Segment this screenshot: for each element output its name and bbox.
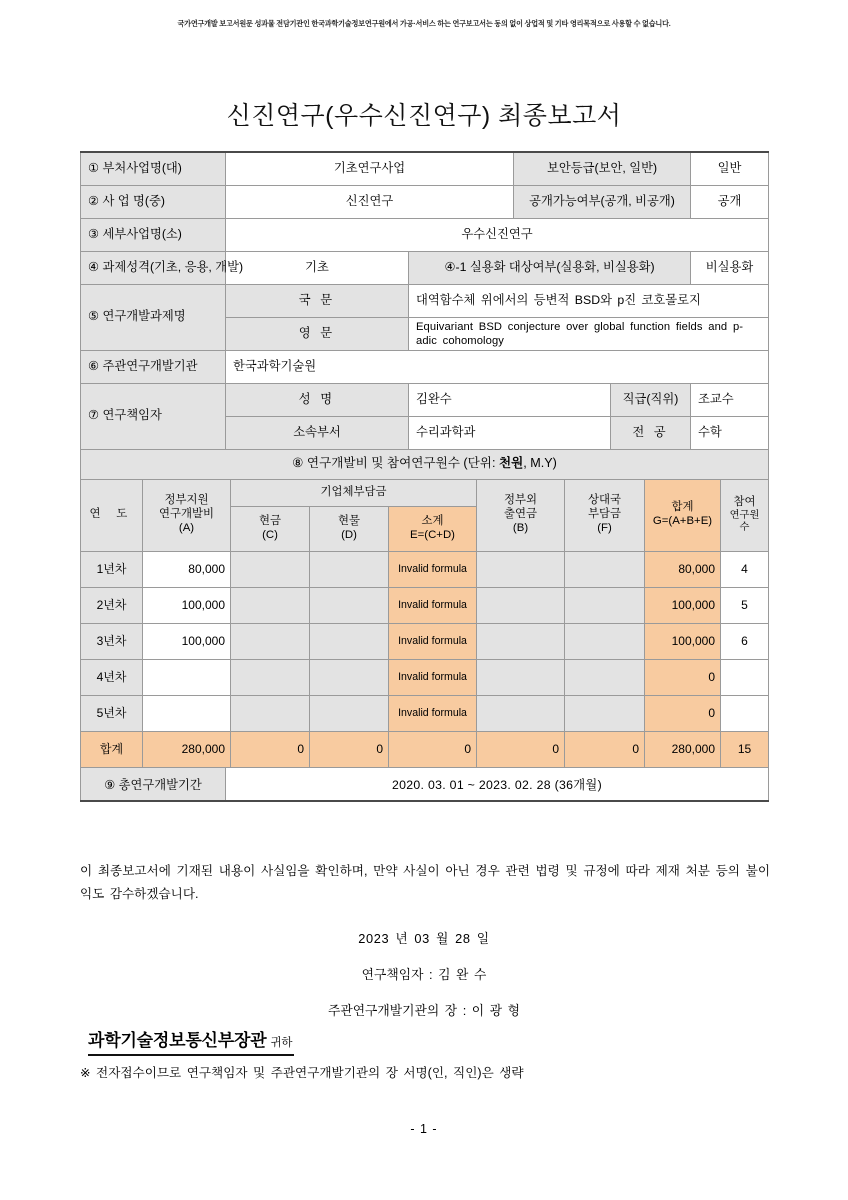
cell-government-fund: 100,000 — [143, 587, 231, 623]
cell-partner-country — [565, 659, 645, 695]
field-value-pi-name: 김완수 — [409, 383, 611, 416]
col-header-gov-fund — [143, 479, 231, 551]
cell-total-nongov-fund: 0 — [477, 731, 565, 767]
budget-data-row — [81, 659, 769, 695]
cell-grand-total: 0 — [645, 695, 721, 731]
cell-grand-total: 0 — [645, 659, 721, 695]
col-header-gov-fund-l3: (A) — [178, 521, 195, 534]
col-header-gov-fund-l2: 연구개발비 — [158, 508, 215, 521]
cell-researchers — [721, 659, 769, 695]
cell-grand-total: 100,000 — [645, 623, 721, 659]
col-header-grand-total-l2: G=(A+B+E) — [652, 515, 713, 527]
table-row — [81, 767, 769, 801]
cell-total-grand-total: 280,000 — [645, 731, 721, 767]
col-header-subtotal-l1: 소계 — [421, 514, 444, 527]
table-row — [81, 218, 769, 251]
cell-cash — [231, 551, 310, 587]
budget-caption-prefix: ⑧ 연구개발비 및 참여연구원수 (단위: — [292, 456, 499, 471]
cell-year: 4년차 — [81, 659, 143, 695]
col-header-partner-country — [565, 479, 645, 551]
field-value-sub-program: 우수신진연구 — [226, 218, 769, 251]
cell-researchers: 6 — [721, 623, 769, 659]
table-row — [81, 449, 769, 479]
signature-principal-investigator: 연구책임자 : 김 완 수 — [361, 967, 487, 982]
field-value-program-name: 신진연구 — [226, 185, 514, 218]
cell-government-fund: 80,000 — [143, 551, 231, 587]
minister-honorific: 귀하 — [270, 1037, 293, 1049]
table-row — [81, 383, 769, 416]
cell-inkind — [310, 551, 389, 587]
field-value-english-title: Equivariant BSD conjecture over global function fields and p-adic cohomology — [409, 317, 769, 350]
col-header-grand-total — [645, 479, 721, 551]
col-header-nongov-l3: (B) — [512, 521, 529, 534]
declaration-statement: 이 최종보고서에 기재된 내용이 사실임을 확인하며, 만약 사실이 아닌 경우 관련 법령 및 규정에 따라 제재 처분 등의 불이익도 감수하겠습니다. — [80, 864, 770, 902]
field-value-project-type: 기초 — [226, 251, 409, 284]
page-title: 신진연구(우수신진연구) 최종보고서 — [226, 102, 622, 130]
cell-cash — [231, 623, 310, 659]
col-header-inkind — [310, 506, 389, 551]
minister-title: 과학기술정보통신부장관 — [88, 1031, 267, 1050]
field-label-ministry-program: ① 부처사업명(대) — [81, 152, 226, 185]
field-value-pi-rank: 조교수 — [691, 383, 769, 416]
col-header-nongov-fund — [477, 479, 565, 551]
cell-grand-total: 100,000 — [645, 587, 721, 623]
cell-grand-total: 80,000 — [645, 551, 721, 587]
cell-partner-country — [565, 695, 645, 731]
field-value-korean-title: 대역함수체 위에서의 등변적 BSD와 p진 코호몰로지 — [409, 284, 769, 317]
col-header-subtotal-l2: E=(C+D) — [410, 528, 455, 541]
col-header-subtotal — [389, 506, 477, 551]
field-value-pi-department: 수리과학과 — [409, 416, 611, 449]
field-label-program-name: ② 사 업 명(중) — [81, 185, 226, 218]
cell-nongov-fund — [477, 587, 565, 623]
table-row — [81, 185, 769, 218]
cell-nongov-fund — [477, 695, 565, 731]
col-header-inkind-l2: (D) — [341, 528, 357, 541]
cell-inkind — [310, 623, 389, 659]
cell-cash — [231, 695, 310, 731]
cell-partner-country — [565, 623, 645, 659]
cell-cash — [231, 659, 310, 695]
cell-total-label: 합계 — [81, 731, 143, 767]
cell-partner-country — [565, 551, 645, 587]
page-number: - 1 - — [410, 1122, 438, 1136]
table-row — [81, 284, 769, 317]
field-label-security-grade: 보안등급(보안, 일반) — [514, 152, 691, 185]
field-label-principal-investigator: ⑦ 연구책임자 — [81, 383, 226, 449]
budget-data-row — [81, 623, 769, 659]
cell-total-cash: 0 — [231, 731, 310, 767]
budget-data-row — [81, 695, 769, 731]
col-header-year — [81, 479, 143, 551]
table-row — [81, 350, 769, 383]
research-period-table — [80, 767, 769, 803]
field-label-project-type: ④ 과제성격(기초, 응용, 개발) — [81, 251, 226, 284]
cell-nongov-fund — [477, 659, 565, 695]
cell-total-government-fund: 280,000 — [143, 731, 231, 767]
col-header-researchers — [721, 479, 769, 551]
cell-subtotal: Invalid formula — [389, 623, 477, 659]
field-value-total-period: 2020. 03. 01 ~ 2023. 02. 28 (36개월) — [226, 767, 769, 801]
cell-year: 5년차 — [81, 695, 143, 731]
cell-total-subtotal: 0 — [389, 731, 477, 767]
cell-inkind — [310, 659, 389, 695]
cell-nongov-fund — [477, 623, 565, 659]
col-header-cash — [231, 506, 310, 551]
cell-partner-country — [565, 587, 645, 623]
field-label-pi-department: 소속부서 — [226, 416, 409, 449]
budget-data-row — [81, 551, 769, 587]
field-label-disclosure: 공개가능여부(공개, 비공개) — [514, 185, 691, 218]
budget-caption-unit: 천원 — [498, 456, 524, 471]
col-header-researchers-l1: 참여 — [733, 495, 756, 508]
col-header-partner-l3: (F) — [597, 521, 612, 534]
field-value-commercialization: 비실용화 — [691, 251, 769, 284]
field-label-commercialization: ④-1 실용화 대상여부(실용화, 비실용화) — [409, 251, 691, 284]
cell-total-partner-country: 0 — [565, 731, 645, 767]
col-header-grand-total-l1: 합계 — [671, 501, 694, 514]
budget-data-row — [81, 587, 769, 623]
signature-date: 2023 년 03 월 28 일 — [358, 931, 490, 946]
signature-omission-note: ※ 전자접수이므로 연구책임자 및 주관연구개발기관의 장 서명(인, 직인)은 생략 — [80, 1066, 524, 1080]
project-info-table — [80, 151, 769, 480]
copyright-notice: 국가연구개발 보고서원문 성과물 전담기관인 한국과학기술정보연구원에서 가공·서비스 하는 연구보고서는 동의 없이 상업적 및 기타 영리목적으로 사용할 수 없습니다. — [177, 19, 671, 28]
field-label-korean-title: 국 문 — [226, 284, 409, 317]
cell-government-fund — [143, 695, 231, 731]
cell-year: 2년차 — [81, 587, 143, 623]
table-row — [81, 152, 769, 185]
field-label-pi-rank: 직급(직위) — [611, 383, 691, 416]
cell-government-fund: 100,000 — [143, 623, 231, 659]
col-header-inkind-l1: 현물 — [337, 514, 360, 527]
cell-subtotal: Invalid formula — [389, 695, 477, 731]
col-header-cash-l2: (C) — [262, 528, 278, 541]
addressee-minister — [88, 1026, 294, 1056]
field-label-pi-major: 전 공 — [611, 416, 691, 449]
cell-cash — [231, 587, 310, 623]
signature-institution-head: 주관연구개발기관의 장 : 이 광 형 — [327, 1003, 521, 1018]
field-label-host-institution: ⑥ 주관연구개발기관 — [81, 350, 226, 383]
budget-table — [80, 479, 769, 768]
cell-nongov-fund — [477, 551, 565, 587]
cell-researchers: 4 — [721, 551, 769, 587]
col-header-partner-l2: 부담금 — [588, 508, 622, 521]
budget-caption-suffix: , M.Y) — [523, 456, 557, 471]
col-header-gov-fund-l1: 정부지원 — [164, 494, 209, 507]
cell-year: 1년차 — [81, 551, 143, 587]
cell-government-fund — [143, 659, 231, 695]
cell-total-inkind: 0 — [310, 731, 389, 767]
field-label-sub-program: ③ 세부사업명(소) — [81, 218, 226, 251]
budget-header-row-1 — [81, 479, 769, 506]
field-value-host-institution: 한국과학기술원 — [226, 350, 769, 383]
cell-subtotal: Invalid formula — [389, 587, 477, 623]
field-label-total-period: ⑨ 총연구개발기간 — [81, 767, 226, 801]
budget-section-caption — [81, 449, 769, 479]
cell-total-researchers: 15 — [721, 731, 769, 767]
cell-year: 3년차 — [81, 623, 143, 659]
col-header-year-label: 연 도 — [89, 508, 134, 521]
cell-researchers — [721, 695, 769, 731]
col-header-researchers-l2: 연구원수 — [729, 509, 760, 533]
col-header-nongov-l2: 출연금 — [504, 508, 538, 521]
cell-inkind — [310, 587, 389, 623]
col-header-company-contribution: 기업체부담금 — [231, 479, 477, 506]
cell-subtotal: Invalid formula — [389, 551, 477, 587]
field-label-pi-name: 성 명 — [226, 383, 409, 416]
cell-researchers: 5 — [721, 587, 769, 623]
budget-total-row — [81, 731, 769, 767]
field-value-security-grade: 일반 — [691, 152, 769, 185]
field-label-research-title: ⑤ 연구개발과제명 — [81, 284, 226, 350]
field-label-english-title: 영 문 — [226, 317, 409, 350]
col-header-partner-l1: 상대국 — [588, 494, 622, 507]
table-row — [81, 251, 769, 284]
cell-inkind — [310, 695, 389, 731]
col-header-cash-l1: 현금 — [258, 514, 281, 527]
cell-subtotal: Invalid formula — [389, 659, 477, 695]
field-value-pi-major: 수학 — [691, 416, 769, 449]
field-value-disclosure: 공개 — [691, 185, 769, 218]
field-value-ministry-program: 기초연구사업 — [226, 152, 514, 185]
col-header-nongov-l1: 정부외 — [504, 494, 538, 507]
